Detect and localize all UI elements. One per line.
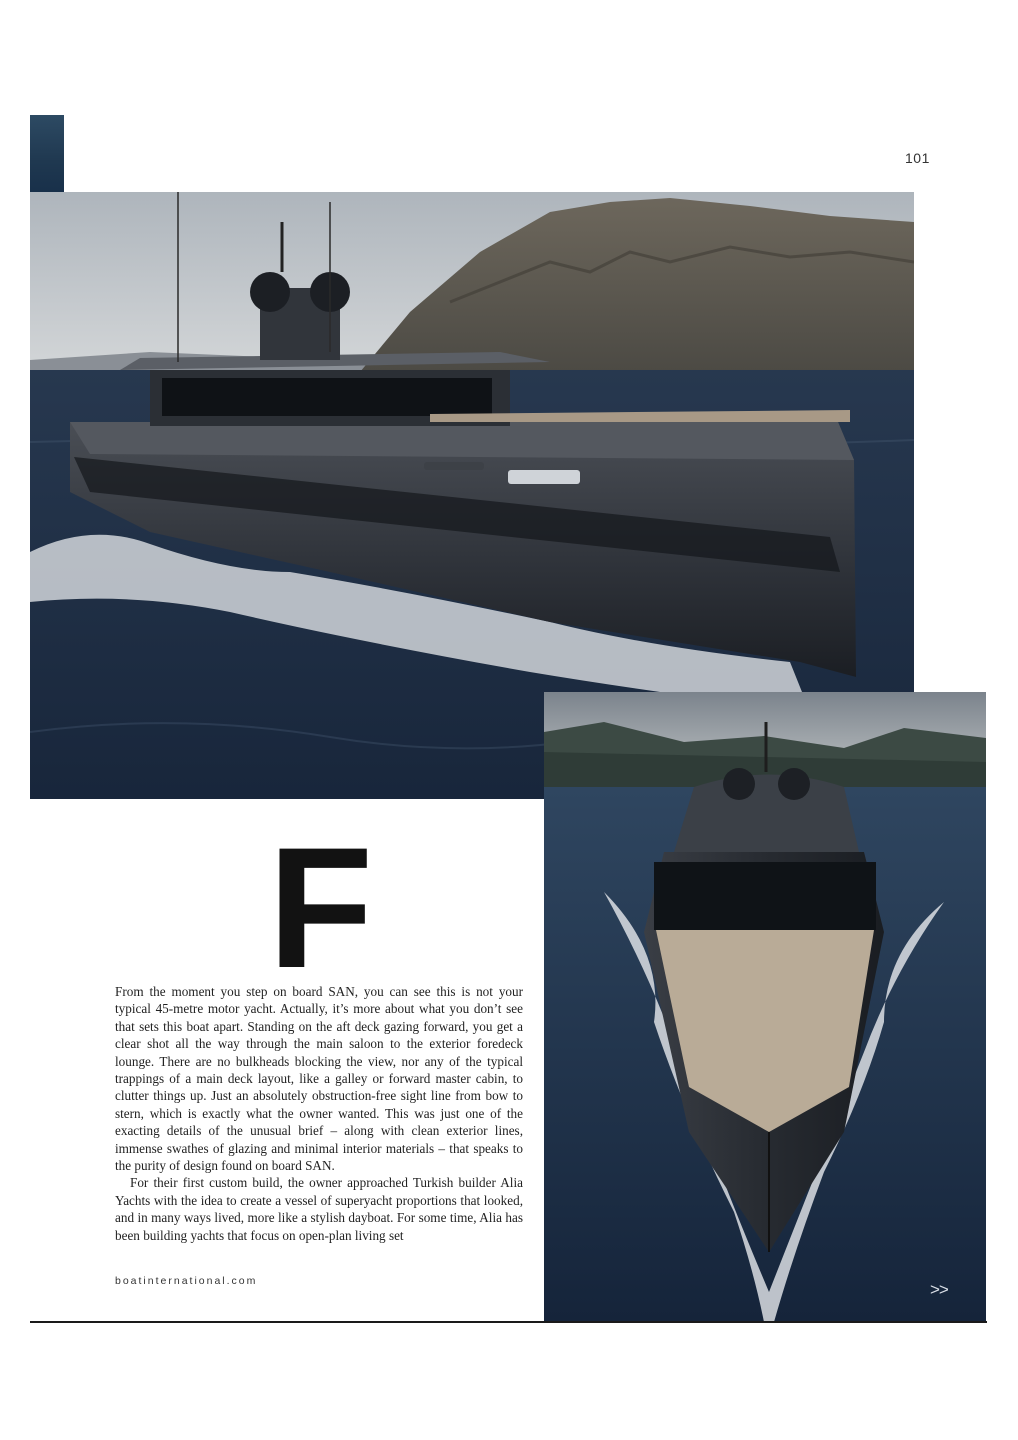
article-body xyxy=(115,983,523,1244)
article-paragraph: From the moment you step on board SAN, you can see this is not your typical 45-metre motor yacht. Actually, it’s more about what you don’t see that sets this boat apart. Standing on the aft deck gazing forward, you get a clear shot all the way through the main saloon to the exterior foredeck lounge. There are no bulkheads blocking the view, nor any of the typical trappings of a main deck layout, like a galley or forward master cabin, to clutter things up. Just an absolutely obstruction-free sight line from bow to stern, which is exactly what the owner wanted. This was just one of the exacting details of the unusual brief – along with clean exterior lines, immense swathes of glazing and minimal interior materials – that speaks to the purity of design found on board SAN. xyxy=(115,984,523,1174)
continue-arrows: >> xyxy=(930,1280,948,1299)
bow-aerial-photo xyxy=(544,692,986,1322)
bottom-rule xyxy=(30,1321,987,1323)
yacht-bow-view-illustration xyxy=(544,692,986,1322)
dropcap-letter: F xyxy=(268,812,374,1004)
page-number: 101 xyxy=(905,150,930,166)
website-footer: boatinternational.com xyxy=(115,1275,258,1287)
sea-photo-strip xyxy=(30,115,64,193)
article-paragraph: For their first custom build, the owner approached Turkish builder Alia Yachts with the idea to create a vessel of superyacht proportions that looked, and in many ways lived, more like a stylish dayboat. For some time, Alia has been building yachts that focus on open-plan living set xyxy=(115,1175,523,1243)
